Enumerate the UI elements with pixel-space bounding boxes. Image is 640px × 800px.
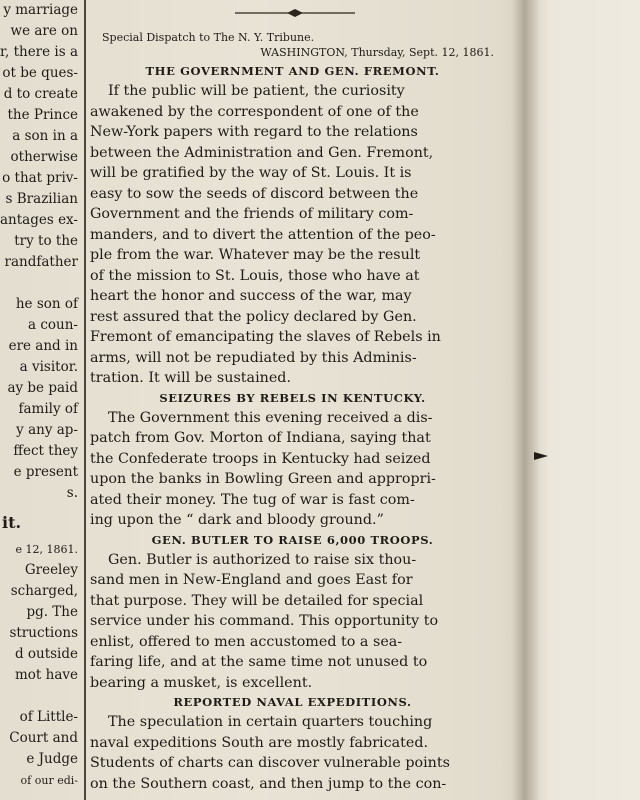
left-column-heading: it. <box>2 513 22 532</box>
article-line: New-York papers with regard to the relations <box>90 124 418 140</box>
article-paragraph <box>90 408 495 531</box>
left-column-line: ot be ques- <box>2 65 78 81</box>
left-column-line: e Judge <box>26 751 78 767</box>
article-line: the Confederate troops in Kentucky had seized <box>90 450 431 467</box>
article-paragraph <box>90 550 495 694</box>
article-line: will be gratified by the way of St. Louis. It is <box>90 165 412 181</box>
left-column-line: s. <box>66 485 78 501</box>
left-column-line: s Brazilian <box>5 191 78 207</box>
left-column-line: try to the <box>14 233 78 249</box>
left-column-line: a son in a <box>12 128 78 144</box>
article-line: upon the banks in Bowling Green and appropri- <box>90 471 436 487</box>
article-line: awakened by the correspondent of one of the <box>90 103 419 120</box>
article-paragraph <box>90 81 495 389</box>
article-line: easy to sow the seeds of discord between the <box>90 185 419 202</box>
left-column-line: y any ap- <box>16 422 78 438</box>
article-headline: REPORTED NAVAL EXPEDITIONS. <box>173 695 412 709</box>
article-line: The speculation in certain quarters touching <box>108 714 433 730</box>
article-line: on the Southern coast, and then jump to the con- <box>90 775 447 792</box>
left-column-line: ffect they <box>13 443 78 459</box>
article-line: Government and the friends of military com- <box>90 206 414 222</box>
article-line: If the public will be patient, the curiosity <box>108 83 405 99</box>
left-column-line: Greeley <box>24 562 78 578</box>
dateline <box>102 30 494 60</box>
left-column-line: scharged, <box>10 583 78 599</box>
article-line: ated their money. The tug of war is fast com- <box>90 491 415 508</box>
article-line: Students of charts can discover vulnerable points <box>90 755 450 771</box>
article-line: manders, and to divert the attention of the peo- <box>90 226 436 243</box>
left-column-line: Court and <box>9 730 78 746</box>
spacer <box>0 273 82 294</box>
left-column-line: structions <box>9 625 78 641</box>
article-line: service under his command. This opportunity to <box>90 613 439 629</box>
left-column <box>0 0 82 800</box>
left-column-line: a coun- <box>28 317 78 333</box>
left-column-line: ay be paid <box>7 380 78 396</box>
left-column-line: he son of <box>15 296 78 312</box>
left-column-line: e 12, 1861. <box>15 543 78 556</box>
article-line: tration. It will be sustained. <box>90 370 292 386</box>
article-line: sand men in New-England and goes East for <box>90 572 413 588</box>
article-paragraph <box>90 712 495 794</box>
left-column-line: pg. The <box>26 604 78 620</box>
ornamental-rule <box>235 8 355 18</box>
article-line: ple from the war. Whatever may be the result <box>90 247 421 263</box>
article-line: rest assured that the policy declared by Gen. <box>90 308 417 325</box>
article-body <box>90 62 495 794</box>
left-column-line: otherwise <box>10 149 78 165</box>
left-column-line: family of <box>18 401 78 417</box>
article-headline: SEIZURES BY REBELS IN KENTUCKY. <box>159 390 426 405</box>
left-column-line: of Little- <box>19 709 78 725</box>
article-line: Fremont of emancipating the slaves of Rebels in <box>90 329 441 345</box>
left-column-line: d outside <box>14 646 78 662</box>
left-column-line: of our edi- <box>20 774 78 787</box>
article-line: naval expeditions South are mostly fabricated. <box>90 734 429 751</box>
dateline-place-date: WASHINGTON, Thursday, Sept. 12, 1861. <box>260 46 494 59</box>
page-gutter <box>512 0 540 800</box>
article-line: faring life, and at the same time not unused to <box>90 654 428 670</box>
article-line: that purpose. They will be detailed for special <box>90 592 424 609</box>
article-line: ing upon the “ dark and bloody ground.” <box>90 512 384 528</box>
spacer <box>0 686 82 707</box>
left-column-line: antages ex- <box>0 212 78 228</box>
article-line: between the Administration and Gen. Fremont, <box>90 144 434 161</box>
left-column-line: we are on <box>10 23 78 39</box>
dateline-source: Special Dispatch to The N. Y. Tribune. <box>102 31 315 44</box>
article-line: patch from Gov. Morton of Indiana, saying that <box>90 430 431 446</box>
left-column-line: randfather <box>4 254 78 270</box>
article-line: heart the honor and success of the war, may <box>90 288 412 304</box>
left-column-line: the Prince <box>7 107 78 123</box>
left-column-line: d to create <box>3 86 78 102</box>
article-line: arms, will not be repudiated by this Adminis- <box>90 349 417 366</box>
left-column-line: r, there is a <box>0 44 78 60</box>
article-line: bearing a musket, is excellent. <box>90 674 313 691</box>
main-column <box>90 0 495 800</box>
article-line: The Government this evening received a dis- <box>108 409 433 426</box>
left-column-line: a visitor. <box>19 359 78 375</box>
article-line: of the mission to St. Louis, those who have at <box>90 267 420 284</box>
column-rule <box>84 0 86 800</box>
article-line: enlist, offered to men accustomed to a sea- <box>90 633 403 650</box>
left-column-line: mot have <box>14 667 78 683</box>
article-headline: THE GOVERNMENT AND GEN. FREMONT. <box>145 64 440 78</box>
article-line: Gen. Butler is authorized to raise six thou- <box>108 551 417 568</box>
article-headline: GEN. BUTLER TO RAISE 6,000 TROOPS. <box>151 532 434 547</box>
left-column-line: o that priv- <box>2 170 78 186</box>
left-column-line: e present <box>13 464 78 480</box>
left-column-line: y marriage <box>3 2 78 18</box>
pointer-marker <box>534 452 548 460</box>
left-column-line: ere and in <box>8 338 78 354</box>
